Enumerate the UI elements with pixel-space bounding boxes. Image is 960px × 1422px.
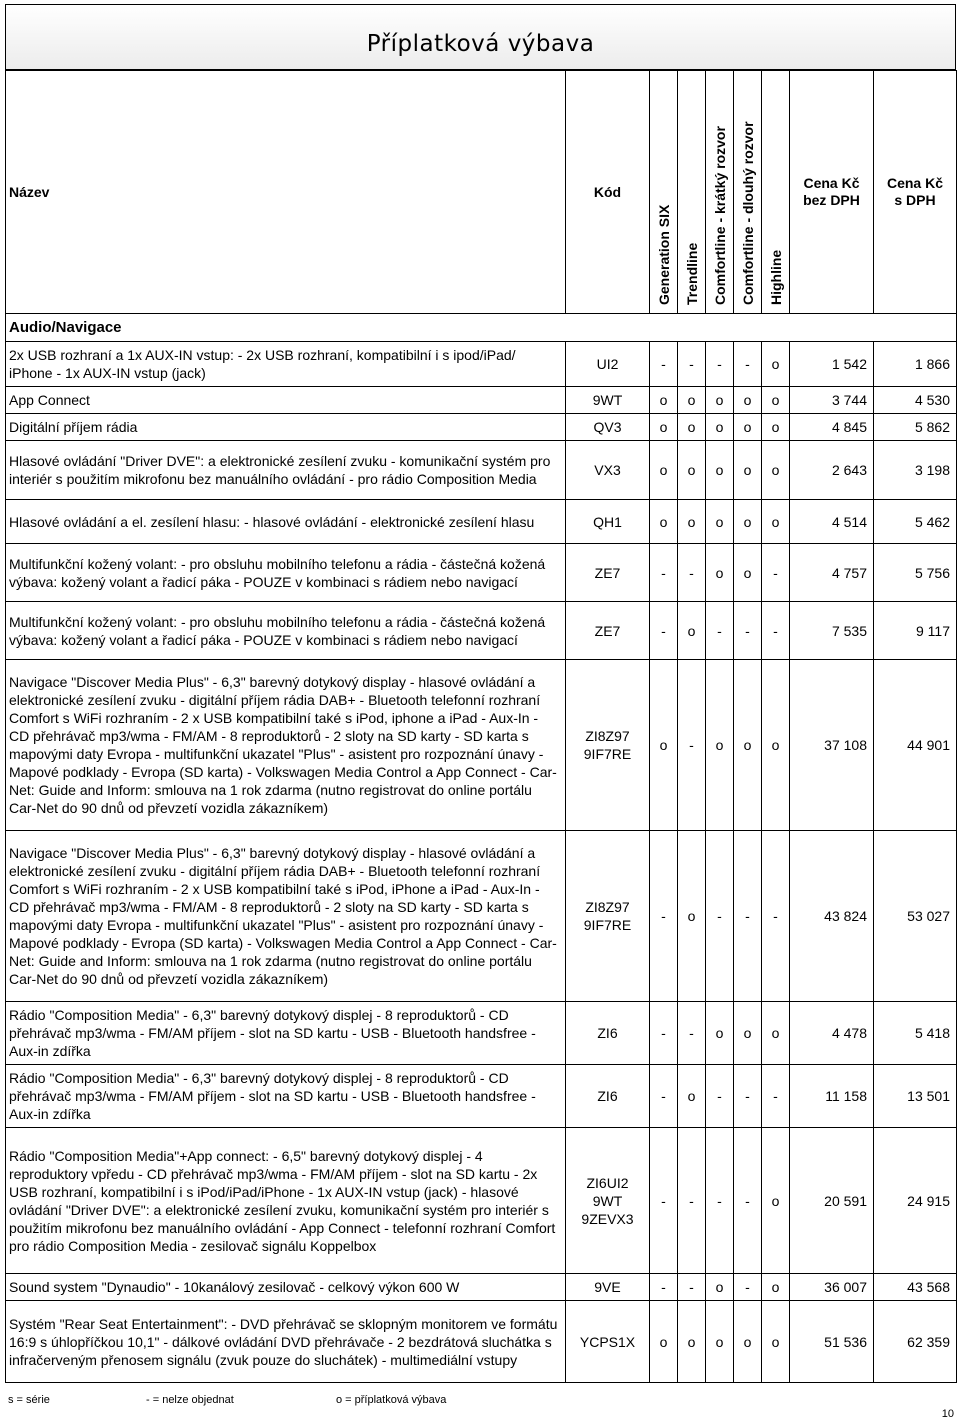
header-price-inc-vat: Cena Kč s DPH (874, 71, 957, 314)
availability-mark: o (762, 1301, 790, 1383)
table-row (6, 1301, 957, 1383)
header-trim-trendline: Trendline (678, 71, 706, 314)
item-name: Navigace "Discover Media Plus" - 6,3" barevný dotykový display - hlasové ovládání a elektronické zesílení zvuku - digitální příjem rádia DAB+ - Bluetooth telefonní rozhraní Comfort s WiFi rozhraním - 2 x USB kompatibilní také s iPod, iphone a iPad - Aux-In - CD přehrávač mp3/wma - FM/AM - 8 reproduktorů - 2 sloty na SD karty - SD karta s mapovými daty Evropa - multifunkční ukazatel "Plus" - asistent pro rozpoznání únavy - Mapové podklady - Evropa (SD karta) - Volkswagen Media Control a App Connect - Car-Net: Guide and Inform: smlouva na 1 rok zdarma (nutno registrovat do online portálu Car-Net do 90 dnů od převzetí vozidla zákazníkem) (6, 660, 566, 831)
item-code: ZE7 (566, 544, 650, 602)
price-ex-vat: 4 514 (790, 500, 874, 544)
page-number: 10 (941, 1408, 954, 1420)
availability-mark: o (706, 544, 734, 602)
availability-mark: - (678, 1002, 706, 1065)
price-ex-vat: 2 643 (790, 441, 874, 500)
availability-mark: o (706, 414, 734, 441)
price-ex-vat: 37 108 (790, 660, 874, 831)
availability-mark: - (706, 602, 734, 660)
availability-mark: o (706, 500, 734, 544)
availability-mark: o (762, 414, 790, 441)
price-ex-vat: 20 591 (790, 1128, 874, 1274)
item-code: VX3 (566, 441, 650, 500)
availability-mark: o (650, 414, 678, 441)
item-name: Multifunkční kožený volant: - pro obsluhu mobilního telefonu a rádia - částečná kožená výbava: kožený volant a řadicí páka - POUZE v kombinaci s rádiem nebo navigací (6, 602, 566, 660)
availability-mark: o (650, 1301, 678, 1383)
header-code: Kód (566, 71, 650, 314)
availability-mark: o (706, 1002, 734, 1065)
legend-optional: o = příplatková výbava (336, 1394, 447, 1406)
availability-mark: - (706, 1128, 734, 1274)
availability-mark: - (706, 1065, 734, 1128)
item-code: 9VE (566, 1274, 650, 1301)
price-inc-vat: 9 117 (874, 602, 957, 660)
item-code: 9WT (566, 387, 650, 414)
price-ex-vat: 36 007 (790, 1274, 874, 1301)
availability-mark: - (650, 1002, 678, 1065)
table-row (6, 500, 957, 544)
availability-mark: - (678, 660, 706, 831)
table-row (6, 441, 957, 500)
item-name: Navigace "Discover Media Plus" - 6,3" barevný dotykový display - hlasové ovládání a elektronické zesílení zvuku - digitální příjem rádia DAB+ - Bluetooth telefonní rozhraní Comfort s WiFi rozhraním - 2 x USB kompatibilní také s iPod, iPhone a iPad - Aux-In - CD přehrávač mp3/wma - FM/AM - 8 reproduktorů - 2 sloty na SD karty - SD karta s mapovými daty Evropa - multifunkční ukazatel "Plus" - asistent pro rozpoznání únavy - Mapové podklady - Evropa (SD karta) - Volkswagen Media Control a App Connect - Car-Net: Guide and Inform: smlouva na 1 rok zdarma (nutno registrovat do online portálu Car-Net do 90 dnů od převzetí vozidla zákazníkem) (6, 831, 566, 1002)
price-inc-vat: 53 027 (874, 831, 957, 1002)
title-box (5, 4, 956, 70)
price-inc-vat: 5 418 (874, 1002, 957, 1065)
item-name: App Connect (6, 387, 566, 414)
table-row (6, 1128, 957, 1274)
price-ex-vat: 4 757 (790, 544, 874, 602)
availability-mark: o (734, 414, 762, 441)
item-code: ZI8Z97 9IF7RE (566, 660, 650, 831)
availability-mark: - (734, 831, 762, 1002)
availability-mark: o (734, 500, 762, 544)
price-ex-vat: 1 542 (790, 342, 874, 387)
availability-mark: - (762, 602, 790, 660)
table-row (6, 387, 957, 414)
item-name: Multifunkční kožený volant: - pro obsluhu mobilního telefonu a rádia - částečná kožená výbava: kožený volant a řadicí páka - POUZE v kombinaci s rádiem nebo navigací (6, 544, 566, 602)
item-code: QH1 (566, 500, 650, 544)
price-inc-vat: 4 530 (874, 387, 957, 414)
availability-mark: o (762, 1128, 790, 1274)
availability-mark: - (734, 602, 762, 660)
availability-mark: o (706, 660, 734, 831)
item-name: Sound system "Dynaudio" - 10kanálový zesilovač - celkový výkon 600 W (6, 1274, 566, 1301)
header-row (6, 71, 957, 314)
item-name: Digitální příjem rádia (6, 414, 566, 441)
availability-mark: - (650, 602, 678, 660)
availability-mark: - (734, 1065, 762, 1128)
availability-mark: o (706, 1274, 734, 1301)
availability-mark: - (762, 544, 790, 602)
table-row (6, 414, 957, 441)
item-code: ZI8Z97 9IF7RE (566, 831, 650, 1002)
header-name: Název (6, 71, 566, 314)
availability-mark: o (678, 1065, 706, 1128)
item-code: YCPS1X (566, 1301, 650, 1383)
price-inc-vat: 43 568 (874, 1274, 957, 1301)
header-trim-comfortline-long: Comfortline - dlouhý rozvor (734, 71, 762, 314)
item-code: ZE7 (566, 602, 650, 660)
header-trim-highline: Highline (762, 71, 790, 314)
availability-mark: o (734, 387, 762, 414)
availability-mark: o (762, 500, 790, 544)
availability-mark: o (678, 831, 706, 1002)
availability-mark: - (650, 544, 678, 602)
availability-mark: o (678, 387, 706, 414)
price-ex-vat: 43 824 (790, 831, 874, 1002)
availability-mark: - (678, 342, 706, 387)
price-ex-vat: 4 478 (790, 1002, 874, 1065)
table-row (6, 1274, 957, 1301)
availability-mark: o (762, 441, 790, 500)
availability-mark: - (650, 1065, 678, 1128)
item-code: UI2 (566, 342, 650, 387)
table-row (6, 602, 957, 660)
legend-unavailable: - = nelze objednat (146, 1394, 234, 1406)
item-code: ZI6 (566, 1065, 650, 1128)
table-row (6, 342, 957, 387)
header-price-ex-vat: Cena Kč bez DPH (790, 71, 874, 314)
availability-mark: - (678, 544, 706, 602)
table-row (6, 1002, 957, 1065)
item-name: Hlasové ovládání a el. zesílení hlasu: - hlasové ovládání - elektronické zesílení hlasu (6, 500, 566, 544)
price-ex-vat: 51 536 (790, 1301, 874, 1383)
availability-mark: - (734, 1274, 762, 1301)
availability-mark: o (762, 1274, 790, 1301)
availability-mark: - (650, 831, 678, 1002)
availability-mark: - (678, 1274, 706, 1301)
price-inc-vat: 1 866 (874, 342, 957, 387)
item-name: Rádio "Composition Media" - 6,3" barevný dotykový displej - 8 reproduktorů - CD přehrávač mp3/wma - FM/AM příjem - slot na SD kartu - USB - Bluetooth handsfree - Aux-in zdířka (6, 1065, 566, 1128)
price-inc-vat: 3 198 (874, 441, 957, 500)
availability-mark: o (762, 387, 790, 414)
price-ex-vat: 4 845 (790, 414, 874, 441)
availability-mark: o (762, 342, 790, 387)
table-row (6, 831, 957, 1002)
price-ex-vat: 3 744 (790, 387, 874, 414)
availability-mark: o (734, 1002, 762, 1065)
availability-mark: o (650, 387, 678, 414)
availability-mark: o (734, 544, 762, 602)
item-name: 2x USB rozhraní a 1x AUX-IN vstup: - 2x USB rozhraní, kompatibilní i s ipod/iPad/ iPhone - 1x AUX-IN vstup (jack) (6, 342, 566, 387)
price-inc-vat: 44 901 (874, 660, 957, 831)
availability-mark: o (734, 441, 762, 500)
price-ex-vat: 7 535 (790, 602, 874, 660)
price-inc-vat: 5 756 (874, 544, 957, 602)
availability-mark: - (734, 1128, 762, 1274)
price-inc-vat: 13 501 (874, 1065, 957, 1128)
availability-mark: o (678, 414, 706, 441)
availability-mark: o (734, 1301, 762, 1383)
item-name: Systém "Rear Seat Entertainment": - DVD přehrávač se sklopným monitorem ve formátu 16:9 s úhlopříčkou 10,1" - dálkové ovládání DVD přehrávače - 2 bezdrátová sluchátka s infračerveným přenosem signálu (zvuk pouze do sluchátek) - multimediální vstupy (6, 1301, 566, 1383)
availability-mark: - (650, 1128, 678, 1274)
availability-mark: o (650, 500, 678, 544)
availability-mark: o (762, 660, 790, 831)
availability-mark: o (650, 441, 678, 500)
item-code: QV3 (566, 414, 650, 441)
item-name: Rádio "Composition Media" - 6,3" barevný dotykový displej - 8 reproduktorů - CD přehrávač mp3/wma - FM/AM příjem - slot na SD kartu - USB - Bluetooth handsfree - Aux-in zdířka (6, 1002, 566, 1065)
availability-mark: - (706, 831, 734, 1002)
availability-mark: - (706, 342, 734, 387)
availability-mark: o (734, 660, 762, 831)
availability-mark: o (678, 1301, 706, 1383)
equipment-table (5, 70, 957, 1383)
header-trim-generation-six: Generation SIX (650, 71, 678, 314)
availability-mark: o (762, 1002, 790, 1065)
price-inc-vat: 5 462 (874, 500, 957, 544)
item-name: Hlasové ovládání "Driver DVE": a elektronické zesílení zvuku - komunikační systém pro interiér s použitím mikrofonu bez manuálního ovládání - pro rádio Composition Media (6, 441, 566, 500)
availability-mark: - (678, 1128, 706, 1274)
availability-mark: o (678, 602, 706, 660)
availability-mark: o (678, 441, 706, 500)
item-code: ZI6 (566, 1002, 650, 1065)
availability-mark: o (650, 660, 678, 831)
price-inc-vat: 24 915 (874, 1128, 957, 1274)
availability-mark: - (650, 342, 678, 387)
price-inc-vat: 5 862 (874, 414, 957, 441)
availability-mark: - (650, 1274, 678, 1301)
availability-mark: - (762, 1065, 790, 1128)
item-name: Rádio "Composition Media"+App connect: - 6,5" barevný dotykový displej - 4 reproduktory vpředu - CD přehrávač mp3/wma - FM/AM příjem - slot na SD kartu - 2x USB rozhraní, kompatibilní i s iPod/iPad/iPhone - 1x AUX-IN vstup (jack) - hlasové ovládání "Driver DVE": a elektronické zesílení zvuku, komunikační systém pro interiér s použitím mikrofonu bez manuálního ovládání - App Connect - telefonní rozhraní Comfort pro rádio Composition Media - zesilovač signálu Koppelbox (6, 1128, 566, 1274)
availability-mark: o (706, 1301, 734, 1383)
page-title: Příplatková výbava (366, 31, 595, 57)
legend-series: s = série (8, 1394, 50, 1406)
price-inc-vat: 62 359 (874, 1301, 957, 1383)
table-row (6, 1065, 957, 1128)
section-row (6, 314, 957, 342)
availability-mark: o (706, 387, 734, 414)
availability-mark: - (734, 342, 762, 387)
price-ex-vat: 11 158 (790, 1065, 874, 1128)
availability-mark: - (762, 831, 790, 1002)
item-code: ZI6UI2 9WT 9ZEVX3 (566, 1128, 650, 1274)
availability-mark: o (678, 500, 706, 544)
section-title: Audio/Navigace (6, 314, 957, 342)
table-row (6, 544, 957, 602)
availability-mark: o (706, 441, 734, 500)
header-trim-comfortline-short: Comfortline - krátký rozvor (706, 71, 734, 314)
table-row (6, 660, 957, 831)
